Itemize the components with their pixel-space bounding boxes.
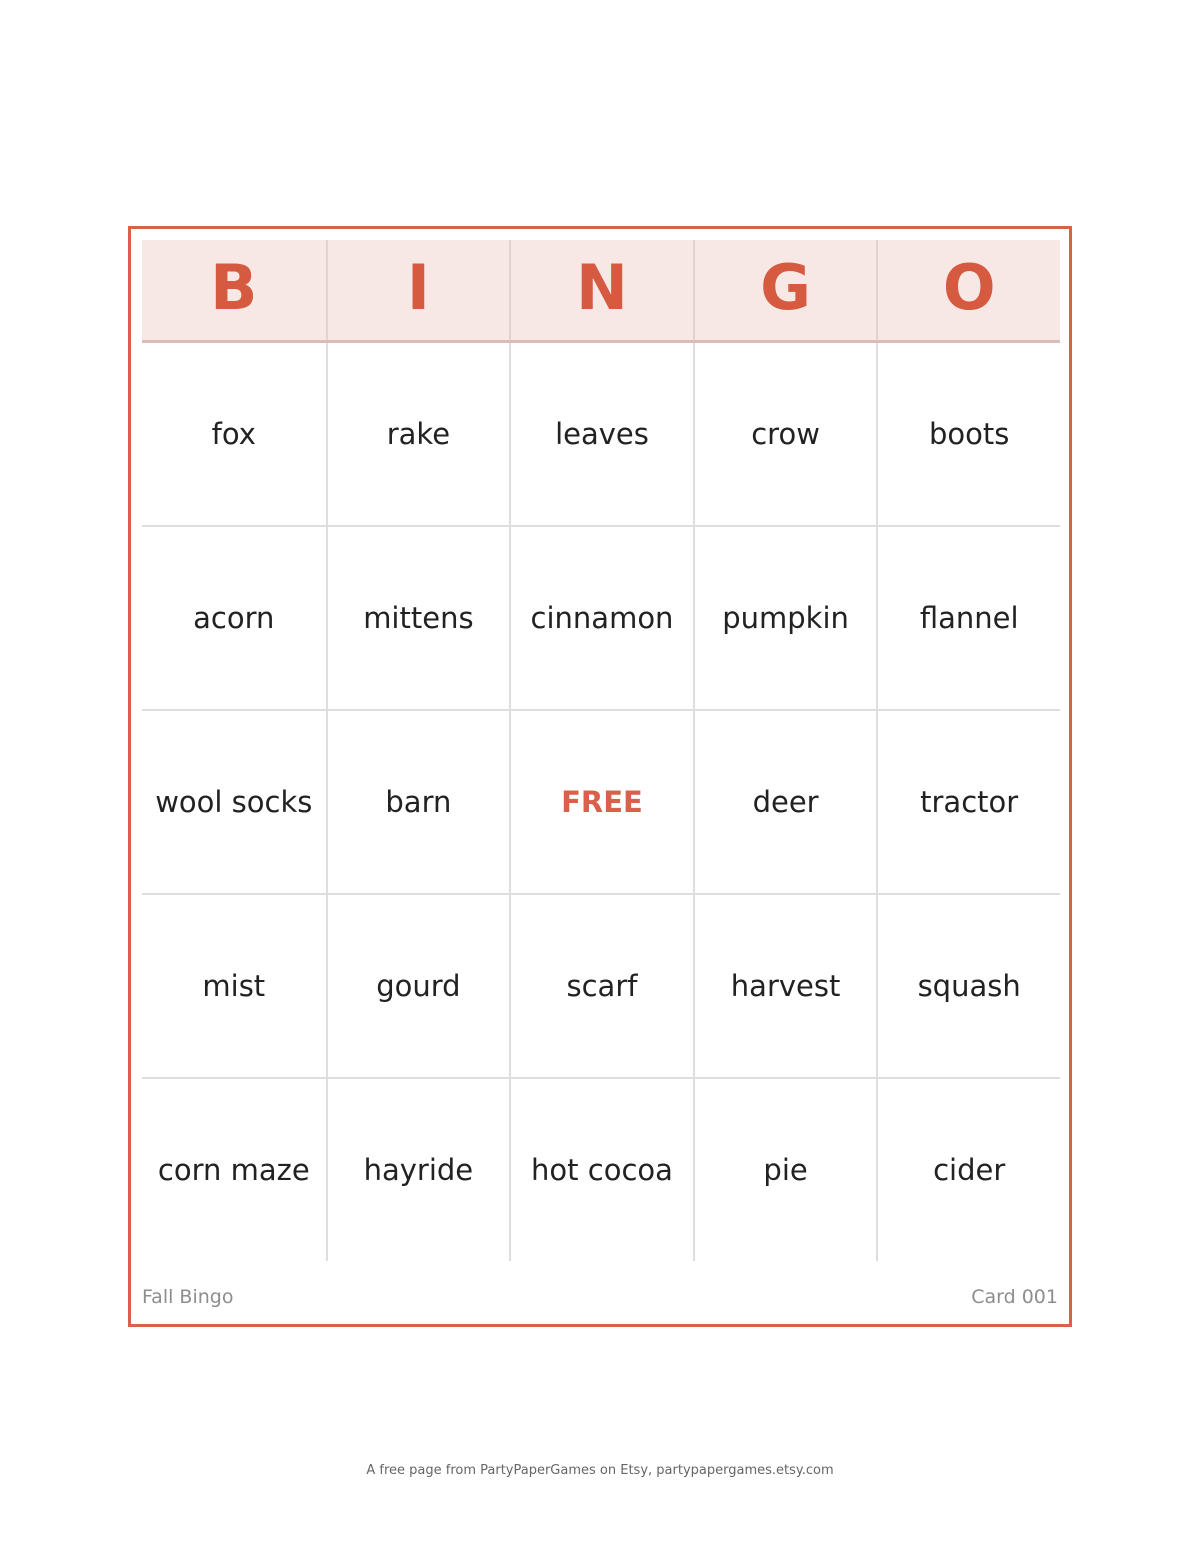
bingo-cell: pumpkin xyxy=(693,527,877,709)
bingo-row xyxy=(142,527,1060,711)
bingo-row xyxy=(142,343,1060,527)
free-space-cell: FREE xyxy=(509,711,693,893)
bingo-cell: flannel xyxy=(876,527,1060,709)
bingo-cell: wool socks xyxy=(155,785,313,819)
bingo-cell: scarf xyxy=(509,895,693,1077)
page-credit: A free page from PartyPaperGames on Etsy, partypapergames.etsy.com xyxy=(366,1463,834,1478)
bingo-cell: rake xyxy=(326,343,510,525)
bingo-cell: boots xyxy=(876,343,1060,525)
bingo-cell: fox xyxy=(211,417,256,451)
bingo-cell: squash xyxy=(876,895,1060,1077)
bingo-cell: tractor xyxy=(876,711,1060,893)
header-letter-o: O xyxy=(876,240,1060,340)
bingo-cell: acorn xyxy=(193,601,275,635)
card-number: Card 001 xyxy=(971,1286,1058,1308)
bingo-cell: cider xyxy=(876,1079,1060,1261)
bingo-grid xyxy=(142,240,1060,1261)
bingo-cell: mittens xyxy=(326,527,510,709)
bingo-cell: harvest xyxy=(693,895,877,1077)
bingo-cell: pie xyxy=(693,1079,877,1261)
header-letter-n: N xyxy=(509,240,693,340)
bingo-cell: leaves xyxy=(509,343,693,525)
header-letter-g: G xyxy=(693,240,877,340)
bingo-cell: corn maze xyxy=(157,1153,310,1187)
bingo-card xyxy=(128,226,1072,1327)
bingo-cell: hayride xyxy=(326,1079,510,1261)
bingo-cell: cinnamon xyxy=(509,527,693,709)
bingo-cell: crow xyxy=(693,343,877,525)
bingo-cell: barn xyxy=(326,711,510,893)
card-title: Fall Bingo xyxy=(142,1286,234,1308)
header-letter-i: I xyxy=(326,240,510,340)
header-letter-b: B xyxy=(210,250,258,324)
bingo-row xyxy=(142,1079,1060,1261)
bingo-row xyxy=(142,895,1060,1079)
bingo-cell: hot cocoa xyxy=(509,1079,693,1261)
bingo-cell: gourd xyxy=(326,895,510,1077)
bingo-cell: deer xyxy=(693,711,877,893)
bingo-rows xyxy=(142,343,1060,1261)
bingo-header-row xyxy=(142,240,1060,343)
bingo-row xyxy=(142,711,1060,895)
bingo-cell: mist xyxy=(202,969,266,1003)
